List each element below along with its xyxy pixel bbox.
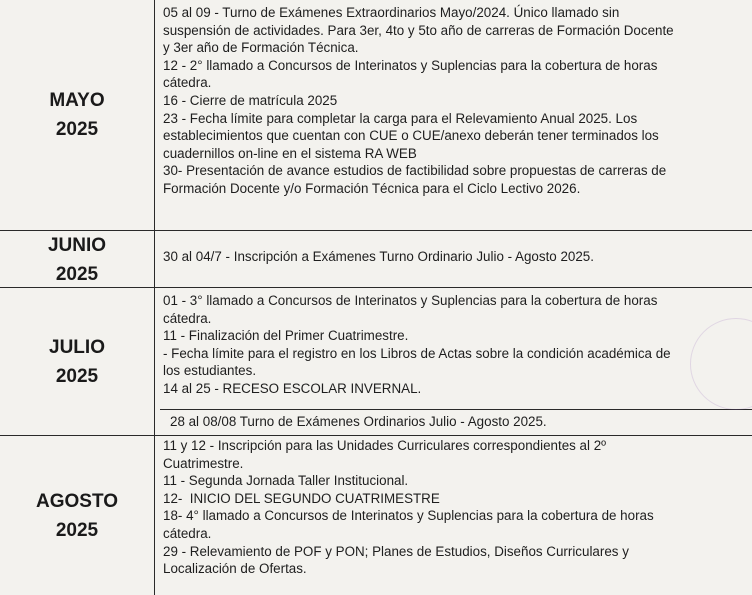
events-cell-junio bbox=[163, 248, 748, 266]
month-name: JUNIO bbox=[47, 234, 107, 256]
event-line: 23 - Fecha límite para completar la carga para el Relevamiento Anual 2025. Los bbox=[163, 110, 638, 126]
event-line: cátedra. bbox=[163, 310, 212, 326]
month-name: AGOSTO bbox=[36, 490, 118, 512]
event-line: Cuatrimestre. bbox=[163, 455, 244, 471]
month-cell-junio bbox=[0, 231, 154, 288]
event-line: 11 - Segunda Jornada Taller Institucional. bbox=[163, 473, 409, 489]
event-line: 28 al 08/08 Turno de Exámenes Ordinarios Julio - Agosto 2025. bbox=[170, 414, 547, 429]
event-line: 18- 4° llamado a Concursos de Interinatos y Suplencias para la cobertura de horas bbox=[163, 508, 654, 524]
event-line: Localización de Ofertas. bbox=[163, 561, 307, 577]
event-line: y 3er año de Formación Técnica. bbox=[163, 40, 359, 56]
month-name: MAYO bbox=[49, 90, 105, 111]
month-year: 2025 bbox=[55, 519, 99, 541]
event-line: 12 - 2° llamado a Concursos de Interinatos y Suplencias para la cobertura de horas bbox=[163, 57, 658, 73]
calendar-row-agosto bbox=[0, 435, 752, 594]
event-line: 11 - Finalización del Primer Cuatrimestre. bbox=[163, 328, 409, 344]
event-line: 16 - Cierre de matrícula 2025 bbox=[163, 92, 338, 108]
event-line: establecimientos que cuentan con CUE o CUE/anexo deberán tener terminados los bbox=[163, 128, 659, 144]
events-cell-exams bbox=[170, 413, 752, 431]
month-name: JULIO bbox=[49, 337, 105, 358]
month-cell-julio bbox=[0, 288, 154, 436]
event-line: suspensión de actividades. Para 3er, 4to y 5to año de carreras de Formación Docente bbox=[163, 22, 674, 38]
month-year: 2025 bbox=[55, 366, 99, 387]
events-cell-mayo bbox=[163, 4, 748, 198]
month-year: 2025 bbox=[55, 263, 99, 285]
event-line: - Fecha límite para el registro en los Libros de Actas sobre la condición académica de bbox=[163, 345, 671, 361]
event-line: 14 al 25 - RECESO ESCOLAR INVERNAL. bbox=[163, 380, 422, 396]
month-cell-agosto bbox=[0, 436, 154, 595]
calendar-row-mayo bbox=[0, 0, 752, 230]
month-cell-mayo bbox=[0, 0, 154, 230]
month-year: 2025 bbox=[55, 119, 99, 140]
events-cell-julio bbox=[163, 292, 748, 398]
event-line: Formación Docente y/o Formación Técnica para el Ciclo Lectivo 2026. bbox=[163, 180, 581, 196]
event-line: 30 al 04/7 - Inscripción a Exámenes Turno Ordinario Julio - Agosto 2025. bbox=[163, 249, 594, 264]
event-line: cuadernillos on-line en el sistema RA WEB bbox=[163, 145, 417, 161]
calendar-row-exams-julio-agosto bbox=[160, 409, 752, 435]
event-line: los estudiantes. bbox=[163, 363, 257, 379]
event-line: 29 - Relevamiento de POF y PON; Planes de Estudios, Diseños Curriculares y bbox=[163, 543, 629, 559]
event-line: 05 al 09 - Turno de Exámenes Extraordinarios Mayo/2024. Único llamado sin bbox=[163, 5, 620, 20]
event-line: 11 y 12 - Inscripción para las Unidades Curriculares correspondientes al 2º bbox=[163, 438, 607, 453]
event-line: 01 - 3° llamado a Concursos de Interinatos y Suplencias para la cobertura de horas bbox=[163, 293, 658, 308]
event-line: cátedra. bbox=[163, 525, 212, 541]
event-line: 12- INICIO DEL SEGUNDO CUATRIMESTRE bbox=[163, 490, 440, 506]
events-cell-agosto bbox=[163, 437, 748, 578]
calendar-row-julio bbox=[0, 287, 752, 409]
event-line: 30- Presentación de avance estudios de factibilidad sobre propuestas de carreras de bbox=[163, 163, 667, 179]
event-line: cátedra. bbox=[163, 75, 212, 91]
calendar-row-junio bbox=[0, 230, 752, 287]
